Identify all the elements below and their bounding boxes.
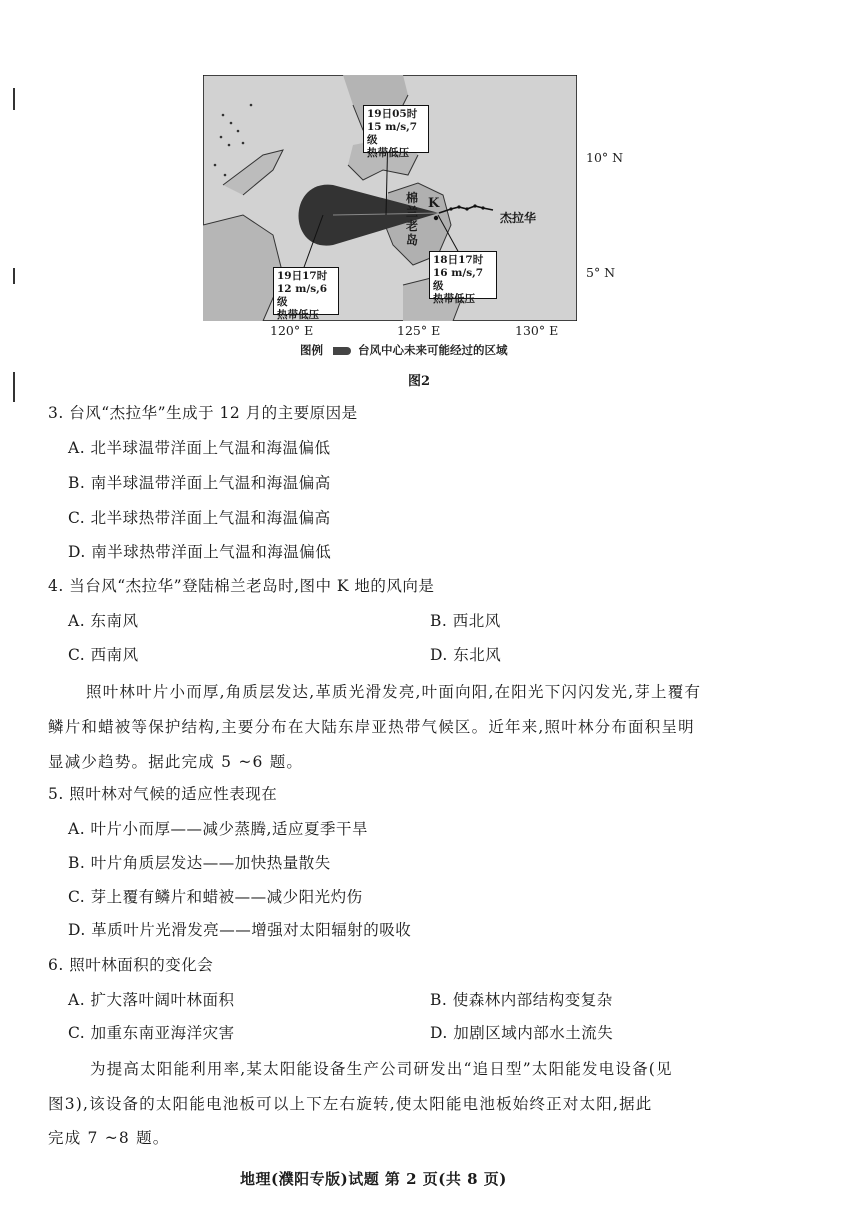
point-k-label: K <box>428 196 440 211</box>
question-5-option-d: D. 革质叶片光滑发亮——增强对太阳辐射的吸收 <box>68 921 412 939</box>
question-6-option-a: A. 扩大落叶阔叶林面积 <box>68 991 235 1009</box>
question-6-stem: 6. 照叶林面积的变化会 <box>48 956 214 974</box>
callout-18d17h <box>429 251 497 305</box>
lat-label-10n: 10° N <box>586 150 624 165</box>
map-legend <box>300 342 508 358</box>
island-char: 岛 <box>406 233 419 247</box>
callout-time: 19日05时 <box>367 108 418 120</box>
question-5-option-a: A. 叶片小而厚——减少蒸腾,适应夏季干旱 <box>68 820 368 838</box>
lon-label-125e: 125° E <box>397 323 441 338</box>
passage-1-line-3: 显减少趋势。据此完成 5 ~6 题。 <box>48 753 304 771</box>
passage-1-line-2: 鳞片和蜡被等保护结构,主要分布在大陆东岸亚热带气候区。近年来,照叶林分布面积呈明 <box>48 718 695 736</box>
question-4-option-c: C. 西南风 <box>68 646 139 664</box>
question-3-stem: 3. 台风“杰拉华”生成于 12 月的主要原因是 <box>48 404 358 422</box>
lon-label-120e: 120° E <box>270 323 314 338</box>
passage-1-line-1: 照叶林叶片小而厚,角质层发达,革质光滑发亮,叶面向阳,在阳光下闪闪发光,芽上覆有 <box>86 683 702 701</box>
forecast-area-swatch-icon <box>333 347 351 355</box>
question-3-option-d: D. 南半球热带洋面上气温和海温偏低 <box>68 543 332 561</box>
island-char: 兰 <box>406 205 419 219</box>
callout-19d05h <box>363 105 429 159</box>
question-4-option-b: B. 西北风 <box>430 612 501 630</box>
callout-speed: 12 m/s,6级 <box>277 283 328 308</box>
scan-mark <box>13 372 15 402</box>
callout-time: 19日17时 <box>277 270 328 282</box>
question-6-option-b: B. 使森林内部结构变复杂 <box>430 991 613 1009</box>
question-5-option-c: C. 芽上覆有鳞片和蜡被——减少阳光灼伤 <box>68 888 363 906</box>
callout-speed: 15 m/s,7级 <box>367 121 418 146</box>
question-4-stem: 4. 当台风“杰拉华”登陆棉兰老岛时,图中 K 地的风向是 <box>48 577 435 595</box>
legend-text: 台风中心未来可能经过的区域 <box>358 343 508 357</box>
island-char: 棉 <box>406 191 419 205</box>
question-6-option-d: D. 加剧区域内部水土流失 <box>430 1024 614 1042</box>
question-6-option-c: C. 加重东南亚海洋灾害 <box>68 1024 235 1042</box>
lat-label-5n: 5° N <box>586 265 616 280</box>
island-char: 老 <box>406 219 419 233</box>
callout-type: 热带低压 <box>277 309 319 321</box>
passage-2-line-2: 图3),该设备的太阳能电池板可以上下左右旋转,使太阳能电池板始终正对太阳,据此 <box>48 1095 653 1113</box>
k-point <box>434 216 438 220</box>
typhoon-name-label: 杰拉华 <box>500 211 537 225</box>
typhoon-map <box>203 75 577 321</box>
question-3-option-b: B. 南半球温带洋面上气温和海温偏高 <box>68 474 331 492</box>
callout-type: 热带低压 <box>433 293 475 305</box>
question-5-stem: 5. 照叶林对气候的适应性表现在 <box>48 785 278 803</box>
callout-19d17h <box>273 267 339 321</box>
page-footer: 地理(濮阳专版)试题 第 2 页(共 8 页) <box>240 1170 507 1188</box>
legend-title: 图例 <box>300 343 323 357</box>
callout-type: 热带低压 <box>367 147 409 159</box>
island-label <box>406 191 420 247</box>
callout-speed: 16 m/s,7级 <box>433 267 484 292</box>
callout-time: 18日17时 <box>433 254 484 266</box>
lon-label-130e: 130° E <box>515 323 559 338</box>
scan-mark <box>13 88 15 110</box>
question-3-option-c: C. 北半球热带洋面上气温和海温偏高 <box>68 509 331 527</box>
question-4-option-a: A. 东南风 <box>68 612 139 630</box>
scan-mark <box>13 268 15 284</box>
passage-2-line-1: 为提高太阳能利用率,某太阳能设备生产公司研发出“追日型”太阳能发电设备(见 <box>90 1060 673 1078</box>
figure-caption: 图2 <box>408 374 431 389</box>
passage-2-line-3: 完成 7 ~8 题。 <box>48 1129 170 1147</box>
question-5-option-b: B. 叶片角质层发达——加快热量散失 <box>68 854 331 872</box>
question-4-option-d: D. 东北风 <box>430 646 502 664</box>
question-3-option-a: A. 北半球温带洋面上气温和海温偏低 <box>68 439 331 457</box>
